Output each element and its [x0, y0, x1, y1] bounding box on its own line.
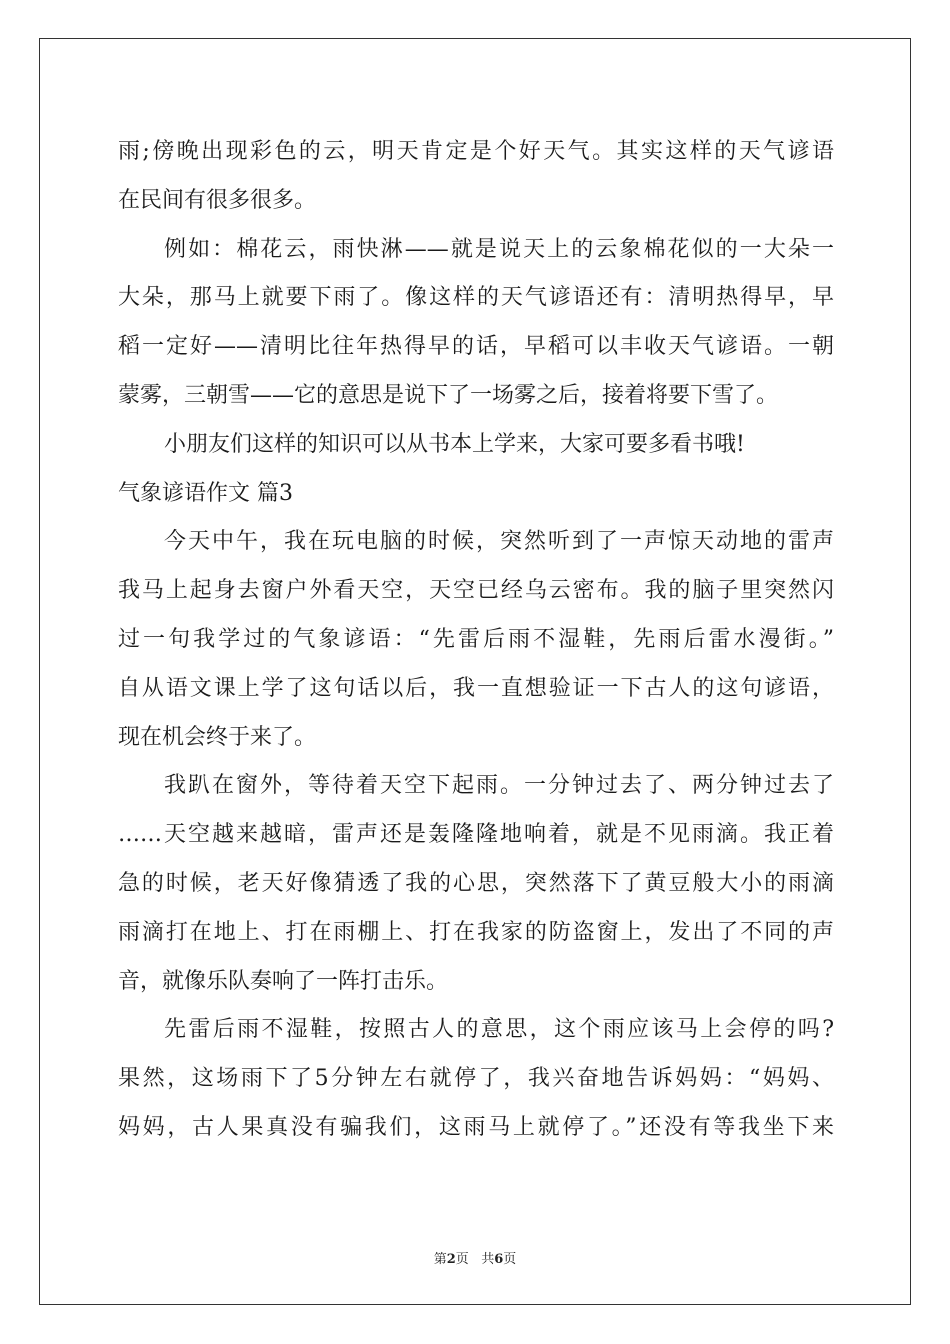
text-line: 音，就像乐队奏响了一阵打击乐。 — [118, 968, 449, 994]
text-line: 小朋友们这样的知识可以从书本上学来，大家可要多看书哦! — [164, 431, 745, 457]
section-heading: 气象谚语作文 篇3 — [118, 480, 293, 506]
text-line: 雨;傍晚出现彩色的云，明天肯定是个好天气。其实这样的天气谚语 — [118, 139, 834, 164]
text-line: 先雷后雨不湿鞋，按照古人的意思，这个雨应该马上会停的吗? — [164, 1017, 834, 1043]
document-body — [118, 128, 834, 1153]
text-line: 在民间有很多很多。 — [118, 187, 317, 213]
text-line: 今天中午，我在玩电脑的时候，突然听到了一声惊天动地的雷声 — [164, 529, 834, 555]
text-line: 雨滴打在地上、打在雨棚上、打在我家的防盗窗上，发出了不同的声 — [118, 919, 834, 945]
text-line: 我马上起身去窗户外看天空，天空已经乌云密布。我的脑子里突然闪 — [118, 578, 834, 604]
text-line: 过一句我学过的气象谚语：“先雷后雨不湿鞋，先雨后雷水漫街。” — [118, 626, 834, 652]
text-line: 果然，这场雨下了5分钟左右就停了，我兴奋地告诉妈妈：“妈妈、 — [118, 1066, 834, 1092]
text-line: 大朵，那马上就要下雨了。像这样的天气谚语还有：清明热得早，早 — [118, 285, 834, 311]
total-pages-suffix: 页 — [503, 1252, 517, 1267]
page-number-suffix: 页 — [455, 1252, 469, 1267]
total-pages-prefix: 共 — [481, 1252, 495, 1267]
text-line: 稻一定好——清明比往年热得早的话，早稻可以丰收天气谚语。一朝 — [118, 334, 834, 360]
page-number-prefix: 第 — [433, 1252, 447, 1267]
total-pages-number: 6 — [494, 1252, 504, 1267]
text-line: 我趴在窗外，等待着天空下起雨。一分钟过去了、两分钟过去了 — [164, 773, 834, 799]
current-page-number: 2 — [446, 1252, 456, 1267]
text-line: 妈妈，古人果真没有骗我们，这雨马上就停了。”还没有等我坐下来 — [118, 1114, 834, 1140]
text-line: 例如：棉花云，雨快淋——就是说天上的云象棉花似的一大朵一 — [164, 236, 834, 262]
text-line: 蒙雾，三朝雪——它的意思是说下了一场雾之后，接着将要下雪了。 — [118, 382, 779, 408]
text-line: 现在机会终于来了。 — [118, 724, 317, 750]
text-line: 自从语文课上学了这句话以后，我一直想验证一下古人的这句谚语， — [118, 675, 834, 701]
text-line: 急的时候，老天好像猜透了我的心思，突然落下了黄豆般大小的雨滴 — [118, 870, 834, 896]
page-footer — [0, 1248, 950, 1267]
text-line: ……天空越来越暗，雷声还是轰隆隆地响着，就是不见雨滴。我正着 — [118, 822, 834, 848]
